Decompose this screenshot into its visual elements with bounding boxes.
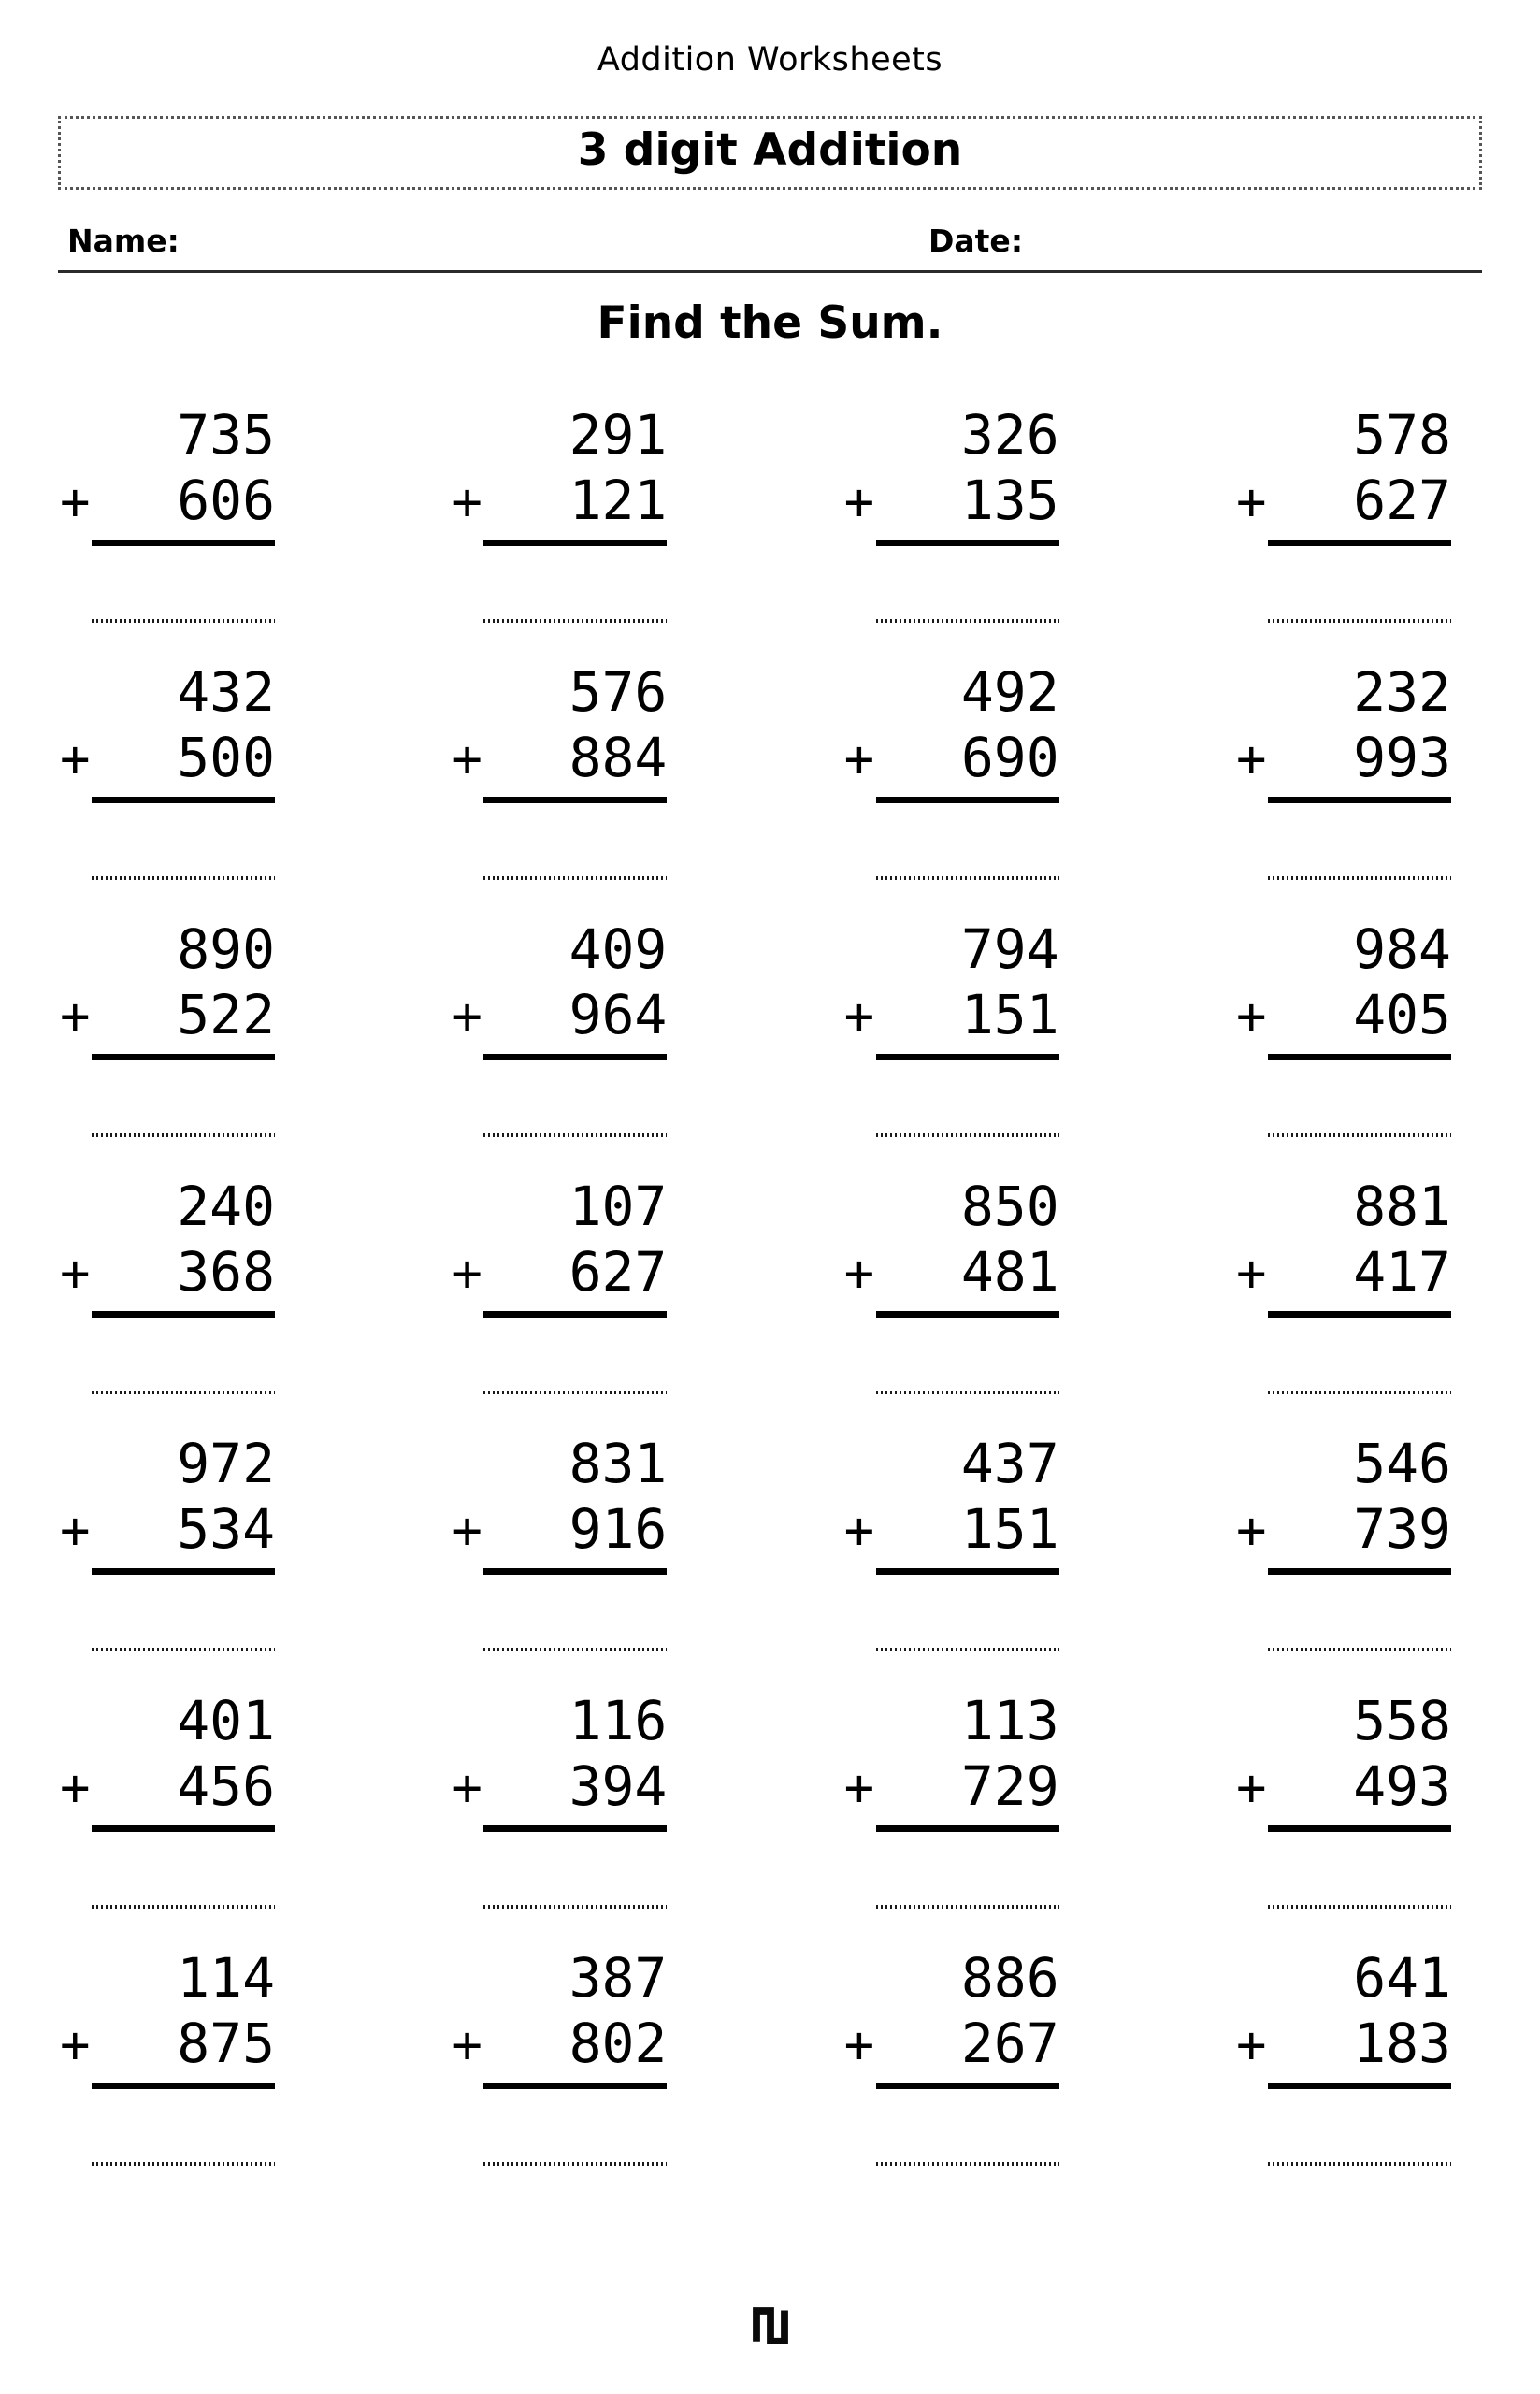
plus-operator: + xyxy=(60,987,91,1046)
addend-top: 886 xyxy=(960,1946,1059,2010)
answer-blank-line xyxy=(1268,2162,1451,2166)
addend-bottom: 151 xyxy=(960,1497,1059,1561)
addend-row xyxy=(1236,470,1451,532)
addend-bottom: 534 xyxy=(177,1497,275,1561)
addend-bottom: 151 xyxy=(960,983,1059,1046)
answer-blank-line xyxy=(876,619,1059,623)
sum-line xyxy=(483,1054,667,1060)
addend-bottom: 627 xyxy=(569,1240,668,1304)
answer-blank-line xyxy=(1268,619,1451,623)
addition-problem xyxy=(60,405,275,622)
answer-blank-line xyxy=(876,876,1059,880)
addend-row xyxy=(844,470,1059,532)
addend-row xyxy=(60,2013,275,2075)
answer-blank-line xyxy=(483,1133,667,1137)
sum-line xyxy=(1268,1568,1451,1575)
name-blank-field xyxy=(189,222,584,259)
addition-problem xyxy=(60,919,275,1136)
addition-problem xyxy=(452,1176,667,1393)
answer-blank-line xyxy=(1268,1648,1451,1651)
addend-bottom: 875 xyxy=(177,2012,275,2075)
answer-blank-line xyxy=(92,2162,275,2166)
worksheet-title-box xyxy=(58,116,1482,190)
plus-operator: + xyxy=(843,2015,875,2074)
answer-blank-line xyxy=(483,1391,667,1394)
addend-top: 546 xyxy=(1353,1432,1451,1495)
addition-problem xyxy=(60,1176,275,1393)
addend-top: 114 xyxy=(177,1946,275,2010)
addend-row xyxy=(60,470,275,532)
sum-line xyxy=(1268,1825,1451,1832)
addition-problem xyxy=(844,919,1059,1136)
answer-blank-line xyxy=(483,619,667,623)
answer-blank-line xyxy=(876,1648,1059,1651)
addend-top: 409 xyxy=(569,917,668,981)
worksheet-title: 3 digit Addition xyxy=(577,124,963,176)
sum-line xyxy=(92,1825,275,1832)
plus-operator: + xyxy=(1235,2015,1267,2074)
sum-line xyxy=(92,1054,275,1060)
sum-line xyxy=(876,1311,1059,1318)
addend-bottom: 739 xyxy=(1353,1497,1451,1561)
addend-row xyxy=(452,1499,667,1561)
addend-bottom: 690 xyxy=(960,726,1059,789)
sum-line xyxy=(876,1054,1059,1060)
addend-bottom: 884 xyxy=(569,726,668,789)
addend-bottom: 456 xyxy=(177,1754,275,1818)
addend-row xyxy=(452,1756,667,1818)
addend-row xyxy=(1236,1756,1451,1818)
sum-line xyxy=(483,2083,667,2089)
addend-row xyxy=(1236,1499,1451,1561)
addition-problem xyxy=(1236,1434,1451,1651)
plus-operator: + xyxy=(1235,1758,1267,1817)
sum-line xyxy=(483,797,667,803)
date-label: Date: xyxy=(928,223,1024,259)
plus-operator: + xyxy=(60,1244,91,1303)
page-title: Addition Worksheets xyxy=(597,41,943,79)
plus-operator: + xyxy=(843,987,875,1046)
answer-blank-line xyxy=(92,1391,275,1394)
sum-line xyxy=(483,540,667,546)
publisher-logo-icon xyxy=(751,2306,790,2347)
addition-problem xyxy=(60,662,275,879)
plus-operator: + xyxy=(452,987,482,1046)
plus-operator: + xyxy=(60,472,91,531)
addend-top: 984 xyxy=(1353,917,1451,981)
addend-bottom: 729 xyxy=(960,1754,1059,1818)
addition-problem xyxy=(60,1434,275,1651)
addition-problem xyxy=(60,1948,275,2165)
sum-line xyxy=(1268,797,1451,803)
answer-blank-line xyxy=(92,619,275,623)
sum-line xyxy=(92,2083,275,2089)
addend-bottom: 135 xyxy=(960,469,1059,532)
plus-operator: + xyxy=(60,1758,91,1817)
answer-blank-line xyxy=(483,2162,667,2166)
addend-bottom: 522 xyxy=(177,983,275,1046)
addition-problem xyxy=(452,1948,667,2165)
sum-line xyxy=(92,797,275,803)
answer-blank-line xyxy=(92,1648,275,1651)
plus-operator: + xyxy=(843,1244,875,1303)
addend-top: 890 xyxy=(177,917,275,981)
answer-blank-line xyxy=(876,1905,1059,1909)
sum-line xyxy=(483,1825,667,1832)
addend-bottom: 417 xyxy=(1353,1240,1451,1304)
sum-line xyxy=(1268,2083,1451,2089)
answer-blank-line xyxy=(92,876,275,880)
plus-operator: + xyxy=(452,1758,482,1817)
addend-bottom: 481 xyxy=(960,1240,1059,1304)
answer-blank-line xyxy=(876,1133,1059,1137)
addend-row xyxy=(452,1242,667,1304)
addition-problem xyxy=(452,1434,667,1651)
plus-operator: + xyxy=(843,729,875,788)
sum-line xyxy=(1268,1054,1451,1060)
addend-top: 578 xyxy=(1353,403,1451,467)
addend-top: 113 xyxy=(960,1689,1059,1752)
addend-top: 735 xyxy=(177,403,275,467)
addend-bottom: 493 xyxy=(1353,1754,1451,1818)
answer-blank-line xyxy=(92,1133,275,1137)
addend-bottom: 993 xyxy=(1353,726,1451,789)
answer-blank-line xyxy=(876,1391,1059,1394)
answer-blank-line xyxy=(92,1905,275,1909)
addend-bottom: 606 xyxy=(177,469,275,532)
plus-operator: + xyxy=(1235,987,1267,1046)
sum-line xyxy=(483,1311,667,1318)
plus-operator: + xyxy=(843,1758,875,1817)
addend-row xyxy=(452,728,667,789)
addend-top: 432 xyxy=(177,660,275,724)
plus-operator: + xyxy=(1235,729,1267,788)
addition-problem xyxy=(452,405,667,622)
addend-bottom: 121 xyxy=(569,469,668,532)
addend-row xyxy=(844,728,1059,789)
addend-top: 492 xyxy=(960,660,1059,724)
addend-top: 291 xyxy=(569,403,668,467)
sum-line xyxy=(483,1568,667,1575)
plus-operator: + xyxy=(60,729,91,788)
plus-operator: + xyxy=(1235,1501,1267,1560)
addition-problem xyxy=(844,1948,1059,2165)
addition-problem xyxy=(1236,1948,1451,2165)
addend-row xyxy=(844,1499,1059,1561)
plus-operator: + xyxy=(452,2015,482,2074)
addend-top: 831 xyxy=(569,1432,668,1495)
addend-bottom: 802 xyxy=(569,2012,668,2075)
addend-row xyxy=(452,470,667,532)
addition-problem xyxy=(452,662,667,879)
addition-problem xyxy=(1236,919,1451,1136)
addend-bottom: 964 xyxy=(569,983,668,1046)
addend-top: 116 xyxy=(569,1689,668,1752)
addend-top: 794 xyxy=(960,917,1059,981)
addend-top: 881 xyxy=(1353,1175,1451,1238)
addend-top: 558 xyxy=(1353,1689,1451,1752)
answer-blank-line xyxy=(1268,1133,1451,1137)
addend-top: 972 xyxy=(177,1432,275,1495)
plus-operator: + xyxy=(452,729,482,788)
addend-row xyxy=(1236,985,1451,1046)
addend-top: 641 xyxy=(1353,1946,1451,2010)
addition-problem xyxy=(60,1691,275,1908)
addend-row xyxy=(452,2013,667,2075)
answer-blank-line xyxy=(1268,876,1451,880)
addend-top: 240 xyxy=(177,1175,275,1238)
date-blank-field xyxy=(1049,222,1473,259)
plus-operator: + xyxy=(60,1501,91,1560)
addition-problem xyxy=(1236,405,1451,622)
addition-problem xyxy=(844,1176,1059,1393)
addend-top: 576 xyxy=(569,660,668,724)
addend-row xyxy=(60,1756,275,1818)
sum-line xyxy=(876,2083,1059,2089)
addend-top: 232 xyxy=(1353,660,1451,724)
name-date-row xyxy=(58,190,1482,273)
addend-row xyxy=(844,985,1059,1046)
addend-bottom: 368 xyxy=(177,1240,275,1304)
addend-top: 107 xyxy=(569,1175,668,1238)
answer-blank-line xyxy=(483,876,667,880)
addend-row xyxy=(452,985,667,1046)
addend-bottom: 183 xyxy=(1353,2012,1451,2075)
name-label: Name: xyxy=(67,223,180,259)
addend-bottom: 267 xyxy=(960,2012,1059,2075)
addend-bottom: 916 xyxy=(569,1497,668,1561)
addend-row xyxy=(60,1499,275,1561)
plus-operator: + xyxy=(843,1501,875,1560)
addend-row xyxy=(844,2013,1059,2075)
sum-line xyxy=(1268,540,1451,546)
plus-operator: + xyxy=(60,2015,91,2074)
addend-row xyxy=(60,728,275,789)
plus-operator: + xyxy=(1235,1244,1267,1303)
addition-problem xyxy=(1236,662,1451,879)
sum-line xyxy=(92,540,275,546)
addend-row xyxy=(844,1756,1059,1818)
addition-problem xyxy=(1236,1691,1451,1908)
addend-row xyxy=(1236,728,1451,789)
addend-bottom: 405 xyxy=(1353,983,1451,1046)
addend-row xyxy=(60,985,275,1046)
answer-blank-line xyxy=(1268,1391,1451,1394)
addend-row xyxy=(60,1242,275,1304)
sum-line xyxy=(1268,1311,1451,1318)
sum-line xyxy=(876,797,1059,803)
addend-top: 437 xyxy=(960,1432,1059,1495)
addition-problem xyxy=(1236,1176,1451,1393)
sum-line xyxy=(876,1825,1059,1832)
addend-row xyxy=(1236,1242,1451,1304)
addend-bottom: 627 xyxy=(1353,469,1451,532)
addend-top: 401 xyxy=(177,1689,275,1752)
addend-bottom: 394 xyxy=(569,1754,668,1818)
addend-bottom: 500 xyxy=(177,726,275,789)
addend-top: 326 xyxy=(960,403,1059,467)
addition-problem xyxy=(844,1434,1059,1651)
answer-blank-line xyxy=(483,1648,667,1651)
addend-top: 850 xyxy=(960,1175,1059,1238)
addition-problem xyxy=(452,1691,667,1908)
plus-operator: + xyxy=(843,472,875,531)
answer-blank-line xyxy=(876,2162,1059,2166)
addition-problem xyxy=(844,405,1059,622)
addition-problem xyxy=(844,1691,1059,1908)
addend-row xyxy=(1236,2013,1451,2075)
sum-line xyxy=(92,1311,275,1318)
plus-operator: + xyxy=(452,1244,482,1303)
sum-line xyxy=(92,1568,275,1575)
answer-blank-line xyxy=(1268,1905,1451,1909)
addition-problem xyxy=(844,662,1059,879)
plus-operator: + xyxy=(1235,472,1267,531)
plus-operator: + xyxy=(452,472,482,531)
addend-top: 387 xyxy=(569,1946,668,2010)
sum-line xyxy=(876,540,1059,546)
answer-blank-line xyxy=(483,1905,667,1909)
instruction-heading: Find the Sum. xyxy=(597,297,943,349)
problems-grid xyxy=(60,405,1451,2165)
plus-operator: + xyxy=(452,1501,482,1560)
addend-row xyxy=(844,1242,1059,1304)
sum-line xyxy=(876,1568,1059,1575)
addition-problem xyxy=(452,919,667,1136)
